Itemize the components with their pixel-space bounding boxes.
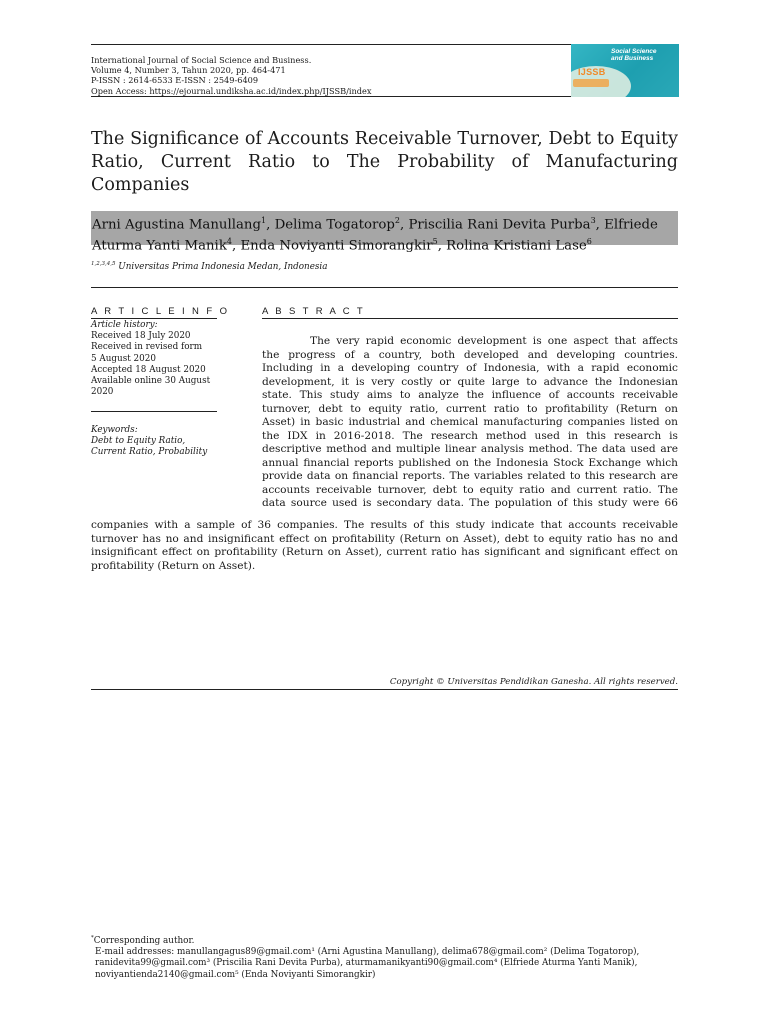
email-line: ranidevita99@gmail.com³ (Priscilia Rani Devita Purba), aturmamanikyanti90@gmail.com⁴ (Elfriede Aturma Yanti Manik), — [95, 958, 638, 969]
article-info-rule — [91, 318, 217, 319]
article-history — [91, 331, 210, 399]
abstract-line: data source used is secondary data. The population of this study were 66 — [262, 497, 678, 509]
keywords-label: Keywords: — [91, 425, 138, 435]
abstract-line: turnover, debt to equity ratio, current ratio to profitability (Return on — [262, 402, 678, 415]
abstract-rule — [262, 318, 678, 319]
copyright-rule — [91, 689, 678, 690]
abstract-line: profitability (Return on Asset). — [91, 559, 256, 572]
open-access-link[interactable]: Open Access: https://ejournal.undiksha.ac.id/index.php/IJSSB/index — [91, 85, 372, 96]
abstract-line: state. This study aims to analyze the influence of accounts receivable — [262, 389, 678, 401]
history-line: Accepted 18 August 2020 — [91, 364, 206, 375]
author-affiliation-mark: 2 — [394, 216, 400, 225]
journal-volume: Volume 4, Number 3, Tahun 2020, pp. 464-471 — [91, 65, 286, 76]
author-name: Rolina Kristiani Lase — [446, 238, 587, 254]
abstract-line: insignificant effect on profitability (Return on Asset), current ratio has significant and significant effect on — [91, 546, 678, 558]
abstract-line: descriptive method and multiple linear analysis method. The data used are — [262, 443, 678, 455]
abstract-line: The very rapid economic development is one aspect that affects — [310, 335, 678, 347]
abstract-line: companies with a sample of 36 companies. The results of this study indicate that accounts receivable — [91, 519, 678, 531]
abstract-text-wide — [91, 519, 678, 573]
author-affiliation-mark: 3 — [590, 216, 596, 225]
journal-info — [91, 55, 372, 96]
abstract-line: the IDX in 2016-2018. The research method used in this research is — [262, 429, 678, 442]
history-line: 5 August 2020 — [91, 353, 156, 364]
section-divider — [91, 287, 678, 288]
article-title: The Significance of Accounts Receivable Turnover, Debt to Equity Ratio, Current Ratio to The Probability of Manufacturing Companies — [91, 129, 678, 195]
author-affiliation-mark: 6 — [586, 237, 592, 247]
article-info-heading: A R T I C L E I N F O — [91, 306, 230, 317]
logo-title: Social Science and Business — [611, 48, 657, 62]
footnote-marker: * — [91, 935, 94, 941]
logo-accent-shape — [573, 79, 609, 87]
article-info-rule-2 — [91, 411, 217, 412]
abstract-heading: A B S T R A C T — [262, 306, 366, 317]
author-name: Priscilia Rani Devita Purba — [408, 217, 591, 233]
author-name: Delima Togatorop — [274, 217, 395, 233]
author-name: Enda Noviyanti Simorangkir — [240, 238, 433, 254]
history-line: Received 18 July 2020 — [91, 331, 191, 341]
abstract-line: annual financial reports published on the Indonesia Stock Exchange which — [262, 456, 678, 469]
keywords-list — [91, 436, 207, 459]
affiliation: $^{1,2,3,4,5}$ Universitas Prima Indonesia Medan, Indonesia — [91, 261, 328, 272]
journal-issn: P-ISSN : 2614-6533 E-ISSN : 2549-6409 — [91, 75, 259, 86]
email-line: noviyantienda2140@gmail.com⁵ (Enda Noviyanti Simorangkir) — [95, 969, 376, 980]
keyword: Current Ratio, Probability — [91, 447, 208, 458]
author-name: Elfriede Aturma Yanti Manik — [92, 217, 658, 254]
author-affiliation-mark: 4 — [226, 237, 232, 247]
abstract-line: provide data on financial reports. The variables related to this research are — [262, 470, 678, 482]
abstract-line: turnover has no and insignificant effect on profitability (Return on Asset), debt to equity ratio has no and — [91, 532, 678, 545]
article-history-label: Article history: — [91, 320, 158, 330]
abstract-line: Asset) in basic industrial and chemical manufacturing companies listed on — [262, 416, 678, 428]
author-list: Arni Agustina Manullang$^1$, Delima Togatorop$^2$, Priscilia Rani Devita Purba$^3$, Elfriede Aturma Yanti Manik$^4$, Enda Noviyanti Simorangkir$^5$, Rolina Kristiani Lase$^6$ — [92, 216, 658, 254]
email-addresses — [91, 947, 681, 981]
author-affiliation-mark: 1 — [261, 216, 267, 225]
abstract-line: Including in a developing country of Indonesia, with a rapid economic — [262, 362, 678, 374]
abstract-line: development, it is very costly or quite large to advance the Indonesian — [262, 375, 678, 388]
journal-name: International Journal of Social Science and Business. — [91, 55, 312, 65]
header-bottom-rule — [91, 96, 571, 97]
abstract-line: accounts receivable turnover, debt to equity ratio and current ratio. The — [262, 483, 678, 496]
author-affiliation-mark: 5 — [432, 237, 438, 247]
history-line: Received in revised form — [91, 342, 203, 353]
corresponding-author-label: Corresponding author. — [93, 935, 195, 946]
copyright-notice: Copyright © Universitas Pendidikan Ganesha. All rights reserved. — [389, 677, 678, 687]
logo-text: IJSSB — [578, 67, 606, 77]
abstract-line: the progress of a country, both developed and developing countries. — [262, 348, 678, 361]
author-name: Arni Agustina Manullang — [92, 217, 261, 233]
journal-logo — [571, 44, 679, 97]
keyword: Debt to Equity Ratio, — [91, 436, 186, 446]
email-line: E-mail addresses: manullangagus89@gmail.com¹ (Arni Agustina Manullang), delima678@gmail.com² (Delima Togatorop), — [95, 947, 640, 958]
history-line: Available online 30 August — [91, 376, 211, 387]
history-line: 2020 — [91, 387, 114, 398]
corresponding-footnote — [91, 933, 681, 981]
abstract-text-narrow — [262, 335, 678, 511]
